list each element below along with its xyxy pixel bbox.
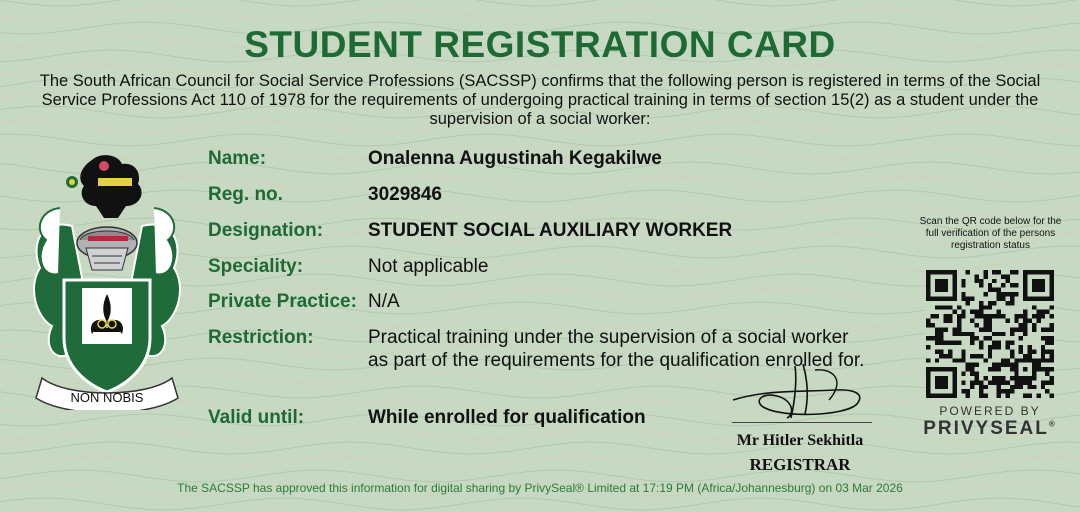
private-practice-label: Private Practice:: [208, 291, 357, 312]
restriction-line-2: as part of the requirements for the qualification enrolled for.: [368, 350, 865, 371]
powered-by-label: POWERED BY: [939, 404, 1041, 418]
designation-value: STUDENT SOCIAL AUXILIARY WORKER: [368, 220, 733, 241]
restriction-label: Restriction:: [208, 327, 314, 348]
privyseal-wordmark: PRIVYSEAL: [923, 418, 1049, 439]
card-title: STUDENT REGISTRATION CARD: [244, 24, 836, 65]
registrar-name: Mr Hitler Sekhitla: [736, 432, 864, 449]
intro-statement: The South African Council for Social Service Professions (SACSSP) confirms that the following person is registered in terms of the Social Service Professions Act 110 of 1978 for the requirements of undergoing practical training in terms of section 15(2) as a student under the supervision of a social worker:: [39, 72, 1041, 128]
registered-mark: ®: [1048, 419, 1057, 429]
name-label: Name:: [208, 148, 267, 169]
signature-line: [732, 422, 872, 423]
reg-no-value: 3029846: [368, 184, 442, 205]
private-practice-value: N/A: [368, 291, 400, 312]
registrar-title: REGISTRAR: [749, 455, 851, 474]
valid-until-label: Valid until:: [208, 407, 305, 428]
verification-qr-code[interactable]: [926, 270, 1054, 398]
valid-until-value: While enrolled for qualification: [368, 407, 646, 428]
qr-instruction: Scan the QR code below for the full verification of the persons registration status: [919, 216, 1062, 251]
restriction-line-1: Practical training under the supervision of a social worker: [368, 327, 849, 348]
crest-motto: NON NOBIS: [70, 390, 144, 405]
name-value: Onalenna Augustinah Kegakilwe: [368, 148, 662, 169]
speciality-value: Not applicable: [368, 256, 489, 277]
speciality-label: Speciality:: [208, 256, 304, 277]
reg-no-label: Reg. no.: [208, 184, 283, 205]
privyseal-logo: [920, 418, 1060, 440]
registrar-signature: [725, 360, 875, 424]
coat-of-arms-crest: [22, 148, 192, 410]
sharing-footer: The SACSSP has approved this information for digital sharing by PrivySeal® Limited at 17:19 PM (Africa/Johannesburg) on 03 Mar 2026: [177, 481, 903, 495]
designation-label: Designation:: [208, 220, 324, 241]
